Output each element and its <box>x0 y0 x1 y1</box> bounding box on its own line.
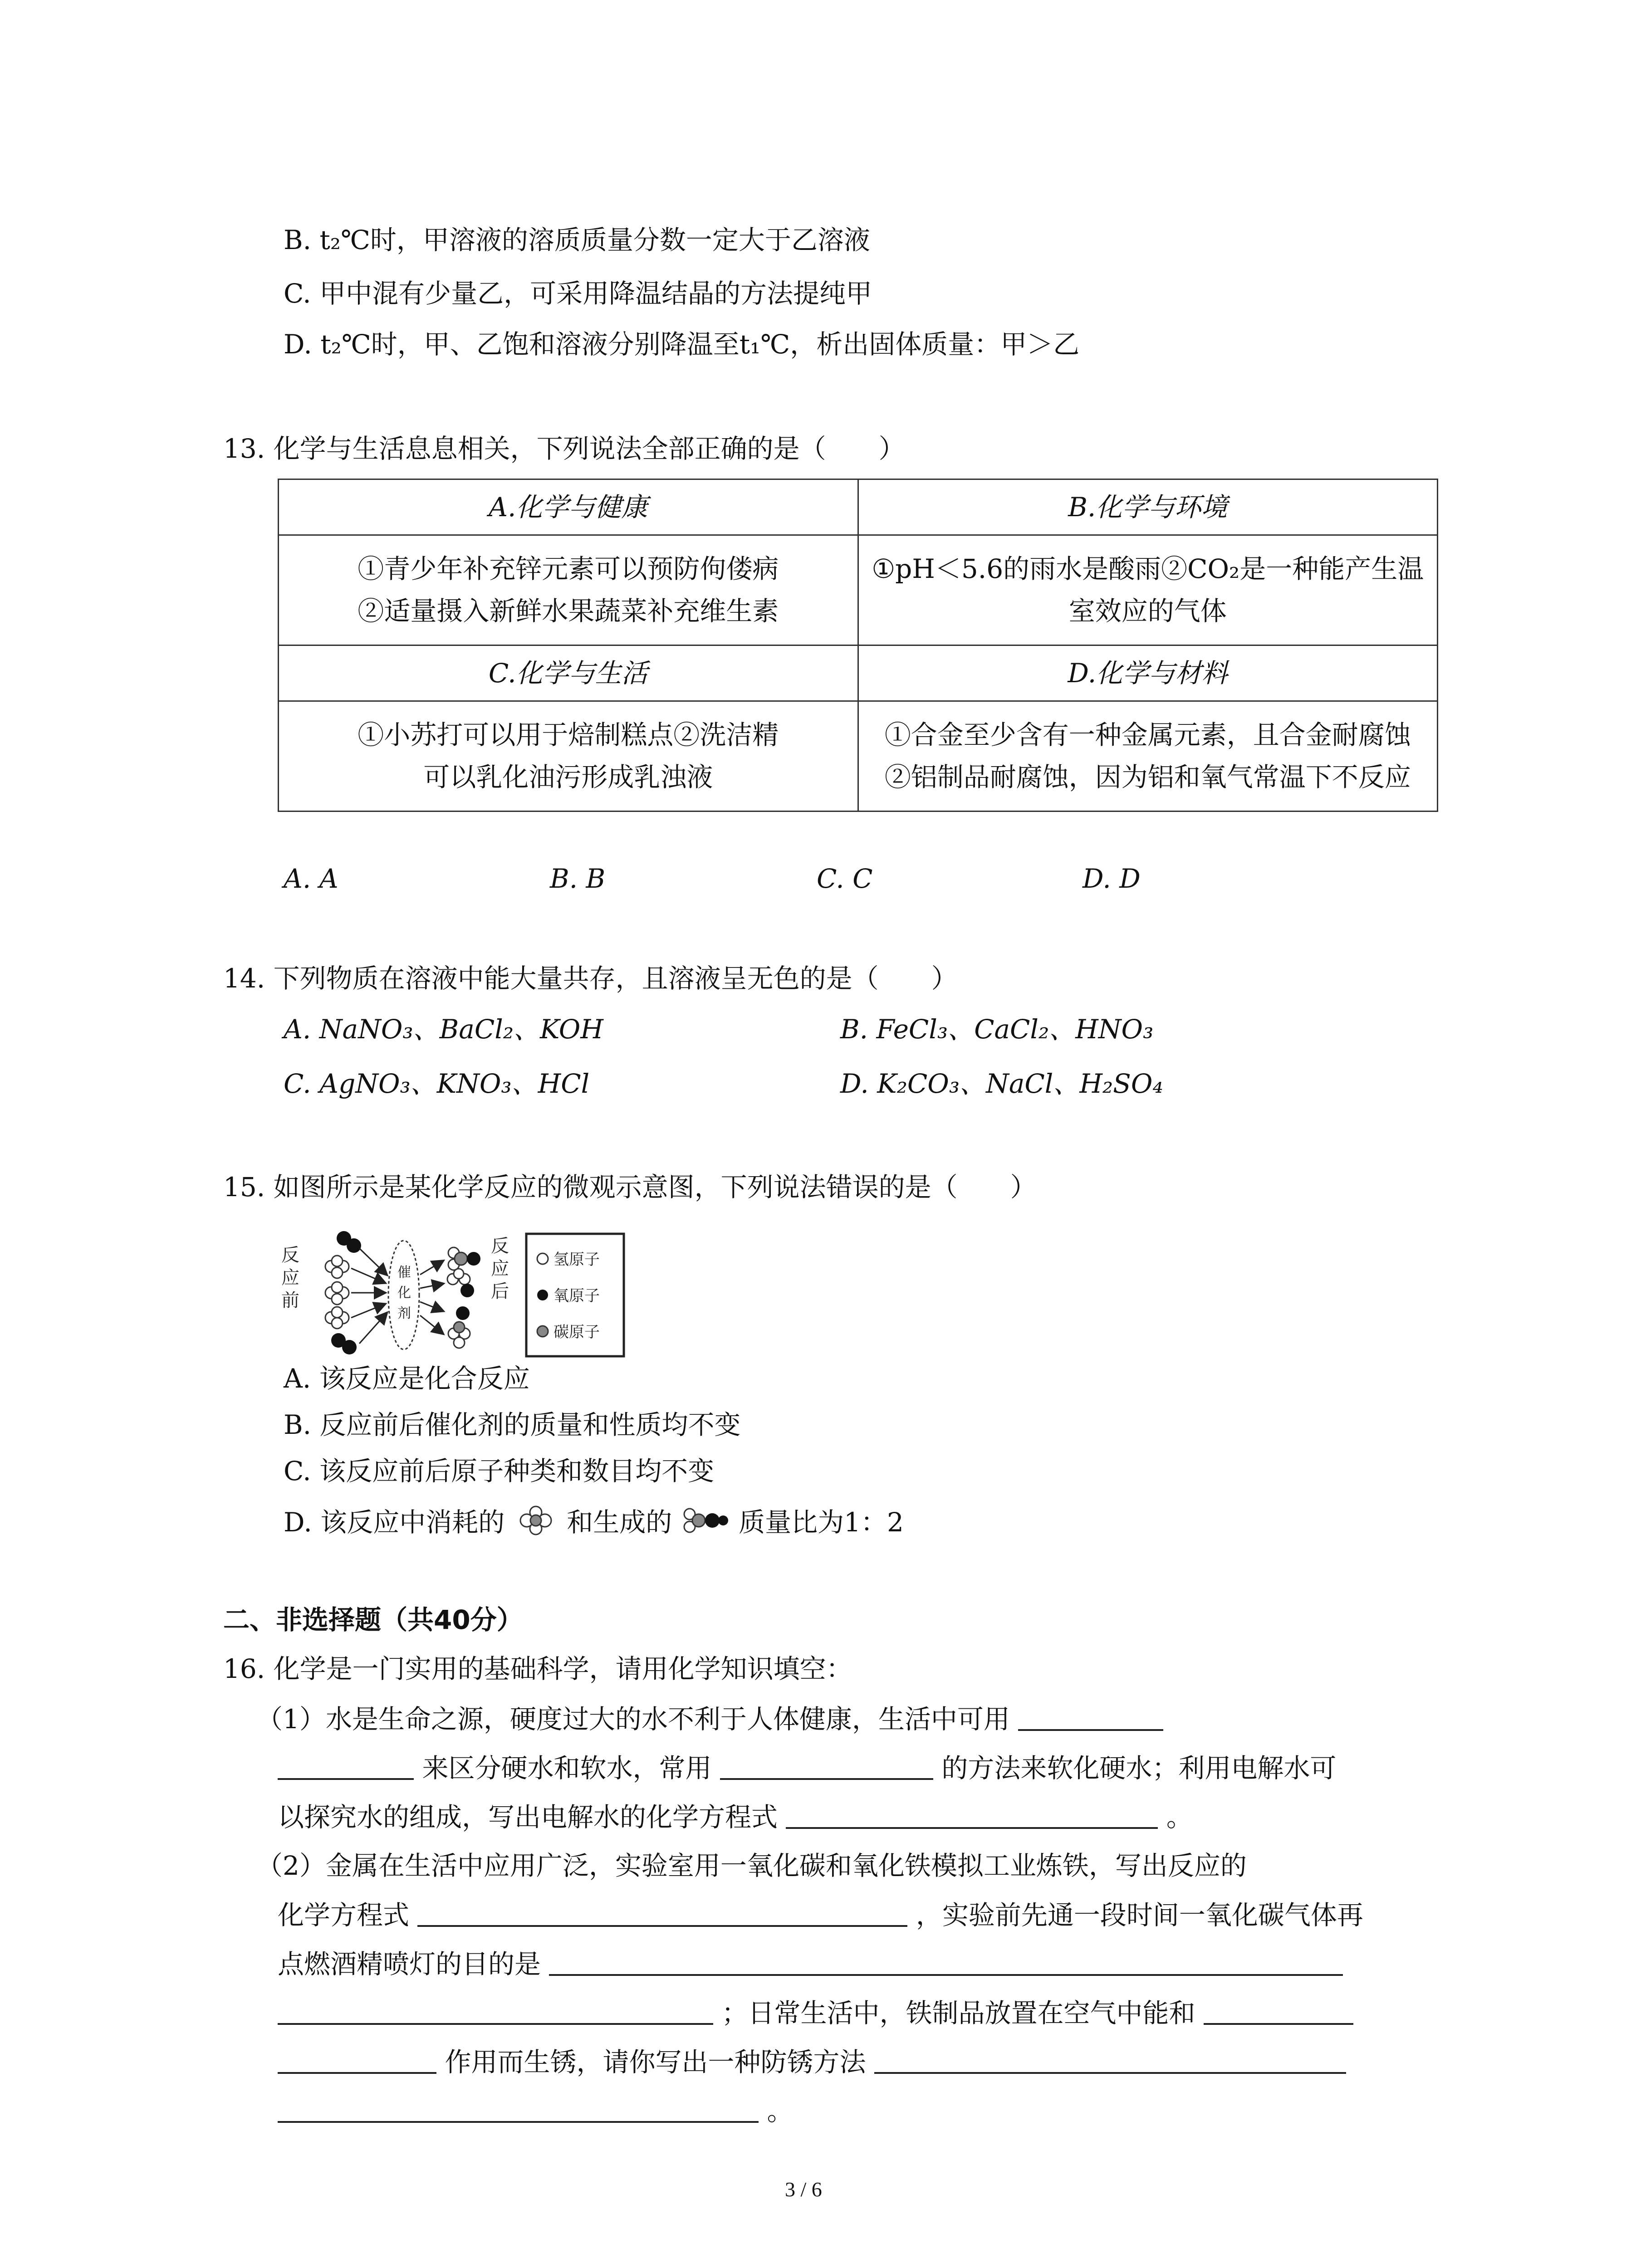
legend-carbon: 碳原子 <box>554 1324 600 1341</box>
reactant-methane-molecule-3 <box>325 1307 349 1329</box>
answer-blank-10[interactable] <box>874 2048 1346 2074</box>
q13-b-body-1: ①pH＜5.6的雨水是酸雨②CO₂是一种能产生温 <box>872 553 1424 585</box>
section-2-title: 二、非选择题（共40分） <box>223 1604 523 1635</box>
catalyst-label <box>397 1265 411 1321</box>
catalyst-char-3: 剂 <box>397 1306 411 1321</box>
q13-b-head: B.化学与环境 <box>1068 491 1228 523</box>
q16-p1-text2b: 的方法来软化硬水；利用电解水可 <box>941 1753 1337 1784</box>
q13-c-body-2: 可以乳化油污形成乳浊液 <box>423 762 713 792</box>
q14-option-a: A. NaNO₃、BaCl₂、KOH <box>284 1014 603 1045</box>
before-label <box>281 1245 299 1310</box>
q14-stem: 14. 下列物质在溶液中能大量共存，且溶液呈无色的是（ ） <box>223 963 958 994</box>
q15-option-d-pre: D. 该反应中消耗的 <box>284 1507 505 1538</box>
after-char-1: 反 <box>491 1236 509 1256</box>
atom-legend <box>526 1234 624 1356</box>
answer-blank-4[interactable] <box>786 1804 1158 1829</box>
q12-option-d: D. t₂℃时，甲、乙饱和溶液分别降温至t₁℃，析出固体质量：甲＞乙 <box>284 329 1080 360</box>
q13-option-a: A. A <box>284 863 338 894</box>
q16-p1-line3 <box>278 1802 1193 1833</box>
q16-p1-text3: 以探究水的组成，写出电解水的化学方程式 <box>278 1802 778 1833</box>
q16-p1-text1: （1）水是生命之源，硬度过大的水不利于人体健康，生活中可用 <box>256 1704 1010 1735</box>
q13-d-body-2: ②铝制品耐腐蚀，因为铝和氧气常温下不反应 <box>884 762 1411 792</box>
catalyst-char-2: 化 <box>397 1286 411 1300</box>
q13-d-head: D.化学与材料 <box>1068 657 1228 689</box>
q12-option-c: C. 甲中混有少量乙，可采用降温结晶的方法提纯甲 <box>284 278 872 309</box>
before-char-2: 应 <box>281 1267 299 1288</box>
methane-molecule-icon <box>513 1504 558 1537</box>
q16-p2-text5: 作用而生锈，请你写出一种防锈方法 <box>445 2047 866 2077</box>
q16-stem: 16. 化学是一门实用的基础科学，请用化学知识填空： <box>223 1653 852 1684</box>
answer-blank-7[interactable] <box>278 1999 713 2025</box>
q13-option-c: C. C <box>817 863 873 894</box>
q16-p2-line2 <box>278 1900 1363 1931</box>
q15-option-d-post: 质量比为1：2 <box>739 1507 904 1538</box>
q16-p2-line5 <box>278 2048 1346 2075</box>
q14-option-d: D. K₂CO₃、NaCl、H₂SO₄ <box>840 1068 1163 1099</box>
q13-c-body-1: ①小苏打可以用于焙制糕点②洗洁精 <box>358 719 779 751</box>
methanol-molecule-icon <box>681 1504 730 1537</box>
q13-option-b: B. B <box>550 863 606 894</box>
q16-p2-text4: ；日常生活中，铁制品放置在空气中能和 <box>721 1998 1195 2028</box>
input-arrows <box>351 1248 387 1344</box>
page-number: 3 / 6 <box>785 2178 822 2201</box>
output-arrows <box>420 1261 443 1334</box>
answer-blank-5[interactable] <box>417 1901 907 1927</box>
answer-blank-8[interactable] <box>1204 1999 1353 2025</box>
legend-hydrogen: 氢原子 <box>554 1251 600 1268</box>
q15-option-b: B. 反应前后催化剂的质量和性质均不变 <box>284 1409 741 1440</box>
q16-p2-line1: （2）金属在生活中应用广泛，实验室用一氧化碳和氧化铁模拟工业炼铁，写出反应的 <box>256 1850 1247 1881</box>
legend-oxygen: 氧原子 <box>554 1288 600 1305</box>
q16-p2-text3: 点燃酒精喷灯的目的是 <box>278 1949 541 1980</box>
q12-option-b: B. t₂℃时，甲溶液的溶质质量分数一定大于乙溶液 <box>284 225 870 255</box>
after-char-2: 应 <box>491 1258 509 1279</box>
q13-stem: 13. 化学与生活息息相关，下列说法全部正确的是（ ） <box>223 433 905 464</box>
product-oxygen-leftover <box>456 1306 470 1320</box>
q13-table <box>278 479 1438 812</box>
q16-p1-line2 <box>278 1753 1337 1784</box>
q16-p2-line4 <box>278 1999 1353 2026</box>
answer-blank-6[interactable] <box>549 1950 1343 1976</box>
q13-option-d: D. D <box>1083 863 1141 894</box>
q13-d-body-1: ①合金至少含有一种金属元素，且合金耐腐蚀 <box>884 719 1411 751</box>
q13-c-head: C.化学与生活 <box>488 657 648 689</box>
q13-a-head: A.化学与健康 <box>489 491 648 523</box>
q15-option-d-mid: 和生成的 <box>567 1507 672 1538</box>
q16-p2-line3 <box>278 1949 1343 1980</box>
answer-blank-11[interactable] <box>278 2097 759 2123</box>
q14-option-c: C. AgNO₃、KNO₃、HCl <box>284 1068 590 1099</box>
after-char-3: 后 <box>491 1281 509 1301</box>
q15-option-c: C. 该反应前后原子种类和数目均不变 <box>284 1456 715 1486</box>
product-methanol-molecule-2 <box>447 1269 474 1297</box>
product-methanol-molecule-3 <box>448 1322 470 1348</box>
answer-blank-2[interactable] <box>278 1755 414 1780</box>
q13-a-body-2: ②适量摄入新鲜水果蔬菜补充维生素 <box>358 596 779 626</box>
after-label <box>491 1236 509 1301</box>
answer-blank-3[interactable] <box>720 1755 933 1780</box>
q16-p2-text2b: ，实验前先通一段时间一氧化碳气体再 <box>916 1900 1363 1931</box>
catalyst-char-1: 催 <box>397 1265 411 1280</box>
reactant-oxygen-molecule-top <box>337 1231 361 1253</box>
reactant-methane-molecule-1 <box>325 1256 349 1278</box>
q16-p2-text2a: 化学方程式 <box>278 1900 410 1931</box>
carbon-atom-icon <box>537 1326 548 1337</box>
hydrogen-atom-icon <box>537 1253 548 1264</box>
q16-p1-text2a: 来区分硬水和软水，常用 <box>422 1753 712 1784</box>
reactant-methane-molecule-2 <box>325 1282 349 1305</box>
q14-option-b: B. FeCl₃、CaCl₂、HNO₃ <box>840 1014 1154 1045</box>
oxygen-atom-icon <box>537 1290 548 1300</box>
before-char-1: 反 <box>281 1245 299 1265</box>
before-char-3: 前 <box>281 1290 299 1310</box>
q15-option-d <box>284 1504 904 1537</box>
q16-p1-end: 。 <box>1166 1802 1193 1833</box>
q16-p2-end: 。 <box>767 2096 794 2126</box>
q16-p1-line1 <box>256 1704 1163 1735</box>
q16-p2-line6 <box>278 2097 793 2124</box>
product-methanol-molecule-1 <box>448 1247 480 1270</box>
q15-option-a: A. 该反应是化合反应 <box>284 1363 530 1394</box>
q13-b-body-2: 室效应的气体 <box>1068 596 1227 626</box>
q15-stem: 15. 如图所示是某化学反应的微观示意图，下列说法错误的是（ ） <box>223 1172 1037 1202</box>
answer-blank-9[interactable] <box>278 2048 436 2074</box>
reactant-oxygen-molecule-bottom <box>331 1333 357 1354</box>
reaction-diagram <box>281 1225 626 1365</box>
answer-blank-1[interactable] <box>1018 1706 1163 1731</box>
q13-a-body-1: ①青少年补充锌元素可以预防佝偻病 <box>358 553 779 585</box>
